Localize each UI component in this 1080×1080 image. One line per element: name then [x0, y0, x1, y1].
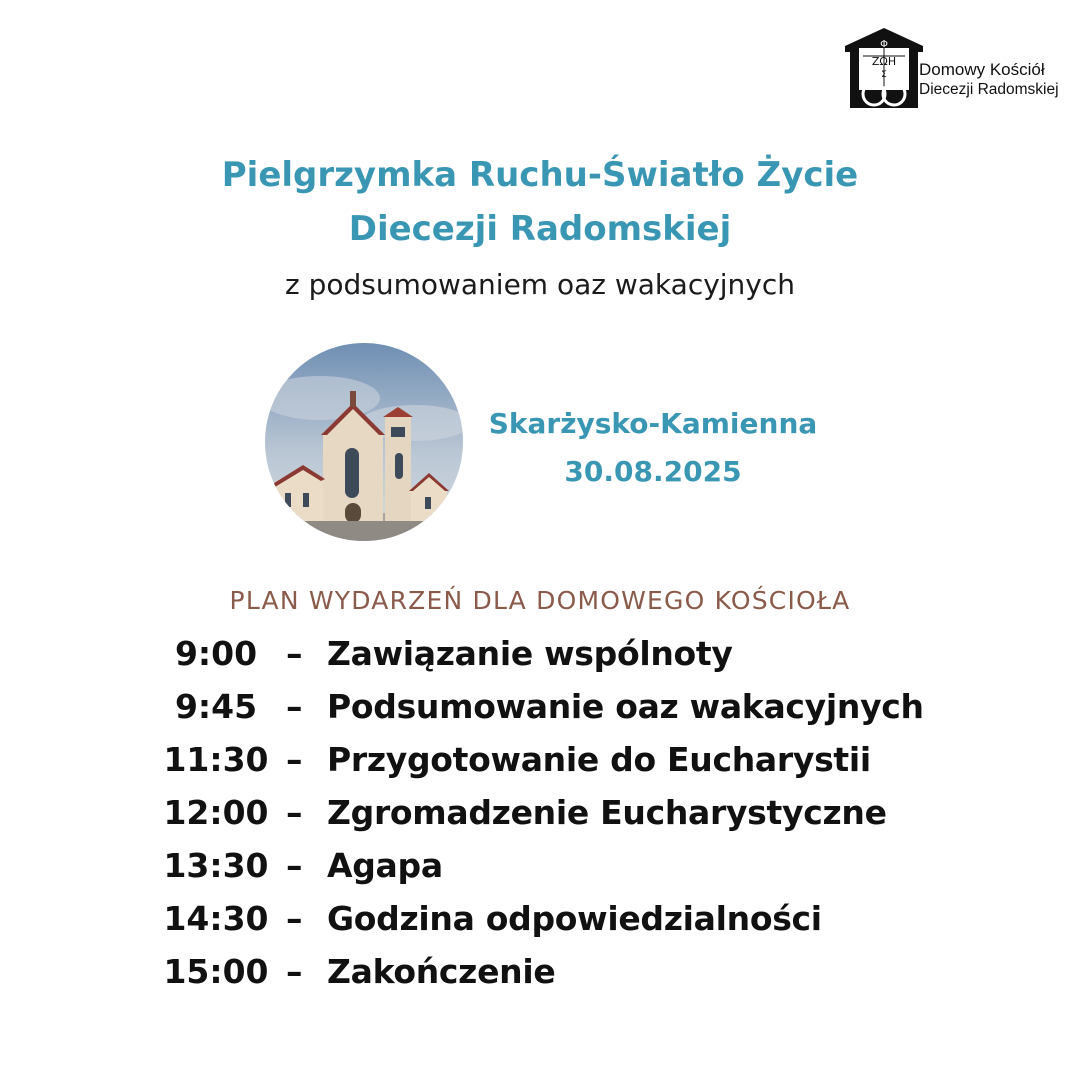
logo-house-icon [845, 28, 923, 110]
schedule-row [160, 899, 960, 952]
schedule-event: Godzina odpowiedzialności [327, 899, 822, 938]
schedule-row [160, 740, 960, 793]
title-line2: Diecezji Radomskiej [348, 209, 732, 249]
schedule-row [160, 634, 960, 687]
schedule-dash: – [286, 846, 303, 885]
schedule-event: Podsumowanie oaz wakacyjnych [327, 687, 924, 726]
schedule-list [160, 634, 960, 1005]
plan-heading: PLAN WYDARZEŃ DLA DOMOWEGO KOŚCIOŁA [229, 586, 851, 615]
schedule-event: Przygotowanie do Eucharystii [327, 740, 871, 779]
schedule-dash: – [286, 740, 303, 779]
logo [845, 28, 1059, 112]
schedule-time: 9:00 [174, 634, 258, 673]
schedule-time: 14:30 [163, 899, 269, 938]
subtitle: z podsumowaniem oaz wakacyjnych [284, 268, 796, 301]
schedule-time: 12:00 [163, 793, 269, 832]
schedule-time: 15:00 [163, 952, 269, 991]
schedule-dash: – [286, 793, 303, 832]
schedule-dash: – [286, 687, 303, 726]
logo-greek-phi: Φ [880, 39, 888, 50]
schedule-time: 9:45 [174, 687, 258, 726]
logo-greek-zoe: ΖΩΗ [871, 55, 897, 68]
schedule-event: Zakończenie [327, 952, 556, 991]
schedule-event: Zawiązanie wspólnoty [327, 634, 733, 673]
logo-greek-sigma: Σ [881, 70, 887, 80]
event-date: 30.08.2025 [564, 455, 742, 488]
schedule-dash: – [286, 899, 303, 938]
schedule-row [160, 793, 960, 846]
schedule-time: 13:30 [163, 846, 269, 885]
title-line1: Pielgrzymka Ruchu-Światło Życie [221, 155, 859, 195]
schedule-row [160, 687, 960, 740]
schedule-event: Agapa [327, 846, 443, 885]
church-photo [265, 343, 463, 541]
logo-line1: Domowy Kościół [919, 60, 1045, 79]
schedule-dash: – [286, 952, 303, 991]
page-title [0, 148, 1080, 256]
logo-line2: Diecezji Radomskiej [919, 81, 1059, 98]
logo-text [919, 60, 1059, 100]
schedule-dash: – [286, 634, 303, 673]
schedule-event: Zgromadzenie Eucharystyczne [327, 793, 887, 832]
schedule-row [160, 952, 960, 1005]
schedule-row [160, 846, 960, 899]
event-location [478, 400, 828, 496]
event-city: Skarżysko-Kamienna [488, 407, 818, 440]
schedule-time: 11:30 [163, 740, 269, 779]
